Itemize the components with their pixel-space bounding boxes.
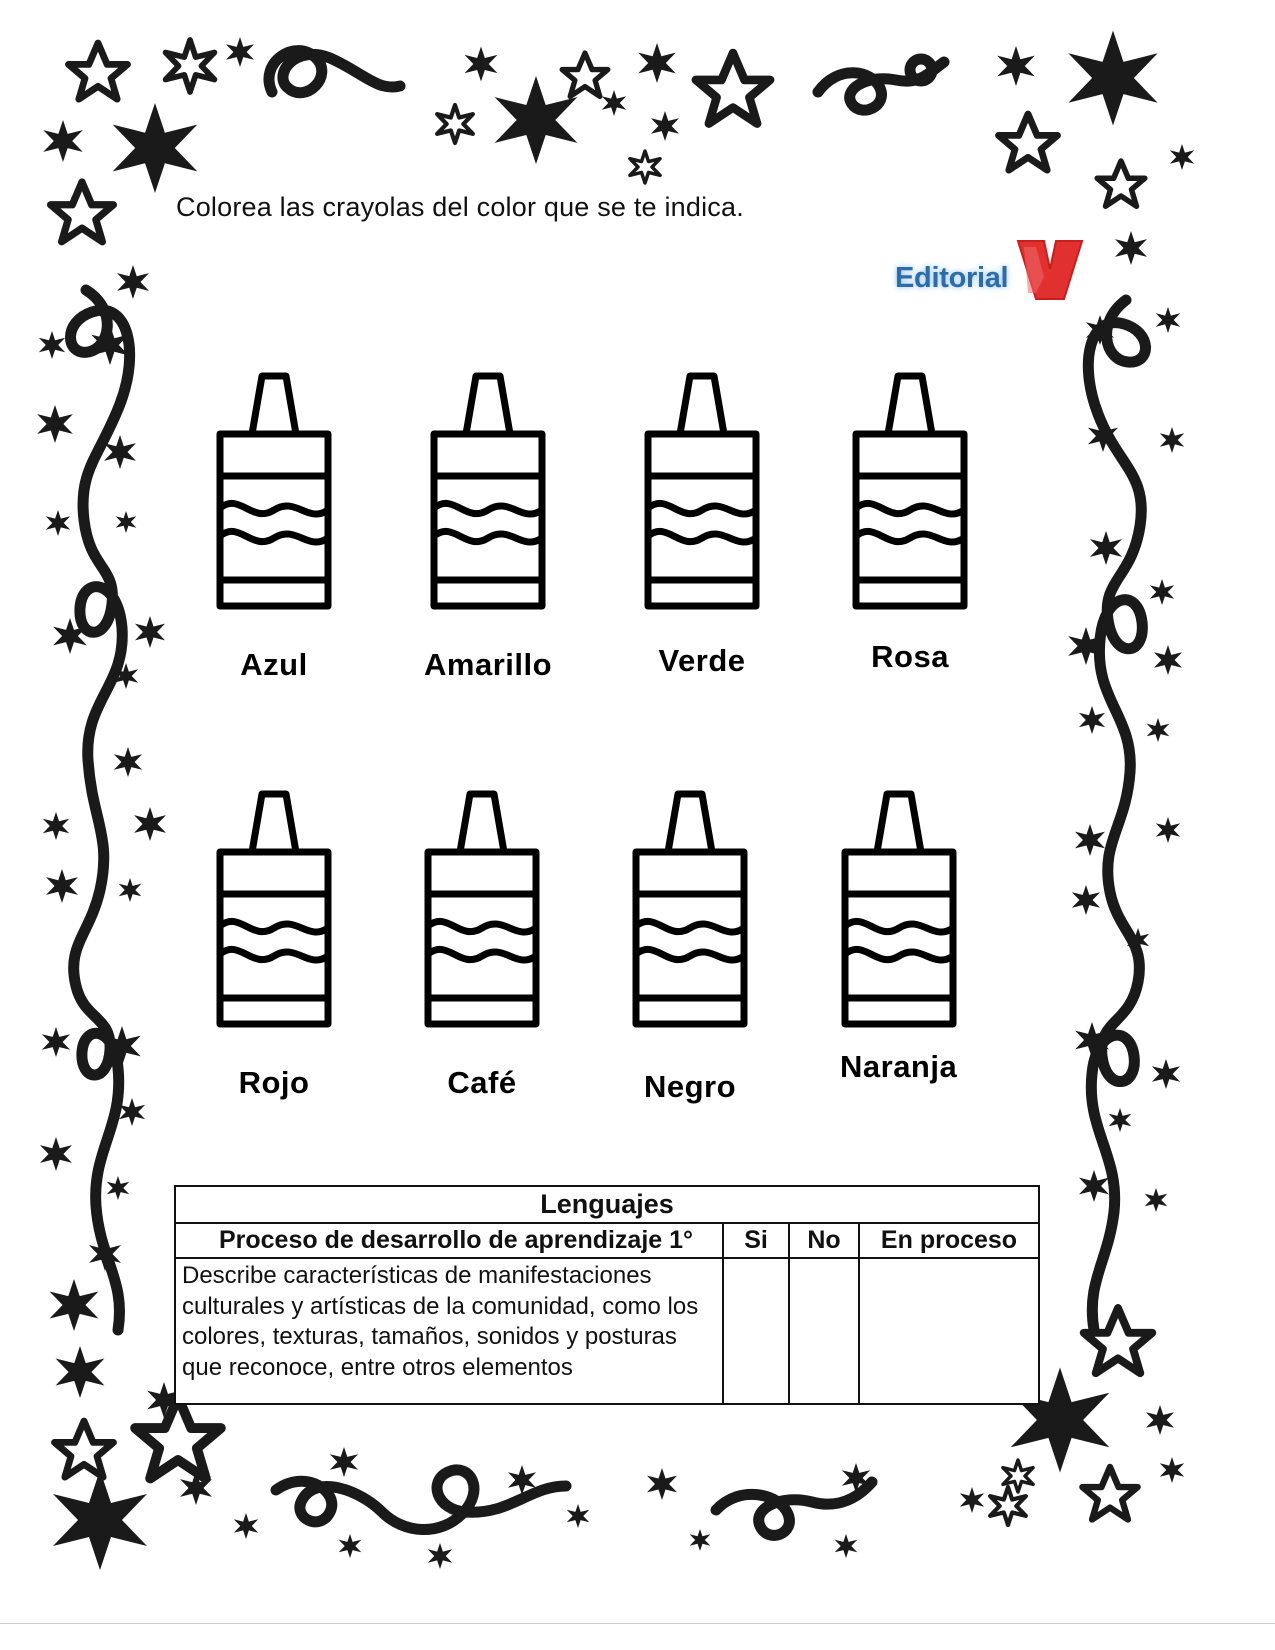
header-criteria: Proceso de desarrollo de aprendizaje 1°	[175, 1223, 723, 1258]
header-no: No	[789, 1223, 859, 1258]
md-mark-icon	[1014, 239, 1084, 301]
crayon-label: Verde	[658, 643, 746, 678]
assessment-table	[174, 1185, 1040, 1405]
crayon-outline-icon	[424, 786, 540, 1031]
table-header-row	[175, 1223, 1039, 1258]
crayon-item-naranja[interactable]	[840, 786, 957, 1105]
instruction-text: Colorea las crayolas del color que se te indica.	[176, 192, 744, 222]
logo-wordmark: Editorial	[895, 261, 1009, 294]
header-in-progress: En proceso	[859, 1223, 1039, 1258]
crayon-outline-icon	[841, 786, 957, 1031]
crayon-row-2	[216, 786, 957, 1105]
crayon-item-cafe[interactable]	[424, 786, 540, 1105]
checkbox-cell-no[interactable]	[789, 1258, 859, 1404]
crayon-item-amarillo[interactable]	[424, 368, 552, 683]
criteria-text: Describe características de manifestaciones culturales y artísticas de la comunidad, como los colores, texturas, tamaños, sonidos y posturas que reconoce, entre otros elementos	[175, 1258, 723, 1404]
crayon-item-rojo[interactable]	[216, 786, 332, 1105]
crayon-label: Rojo	[238, 1065, 310, 1100]
crayon-label: Café	[447, 1065, 517, 1100]
crayon-label: Naranja	[840, 1049, 958, 1084]
crayon-outline-icon	[216, 786, 332, 1031]
crayon-outline-icon	[852, 368, 968, 613]
crayon-item-rosa[interactable]	[852, 368, 968, 683]
crayon-label: Amarillo	[424, 647, 553, 682]
crayon-label: Negro	[643, 1069, 737, 1104]
header-yes: Si	[723, 1223, 789, 1258]
crayon-item-negro[interactable]	[632, 786, 748, 1105]
crayon-outline-icon	[632, 786, 748, 1031]
crayon-outline-icon	[430, 368, 546, 613]
crayon-label: Rosa	[871, 639, 949, 674]
crayon-outline-icon	[216, 368, 332, 613]
crayon-item-verde[interactable]	[644, 368, 760, 683]
crayon-label: Azul	[240, 647, 308, 682]
editorial-md-logo	[895, 255, 1084, 301]
table-title-row	[175, 1186, 1039, 1223]
page-bottom-divider	[0, 1623, 1275, 1624]
checkbox-cell-yes[interactable]	[723, 1258, 789, 1404]
table-row	[175, 1258, 1039, 1404]
checkbox-cell-in-progress[interactable]	[859, 1258, 1039, 1404]
crayon-row-1	[216, 368, 968, 683]
crayon-item-azul[interactable]	[216, 368, 332, 683]
crayon-outline-icon	[644, 368, 760, 613]
table-title: Lenguajes	[175, 1186, 1039, 1223]
